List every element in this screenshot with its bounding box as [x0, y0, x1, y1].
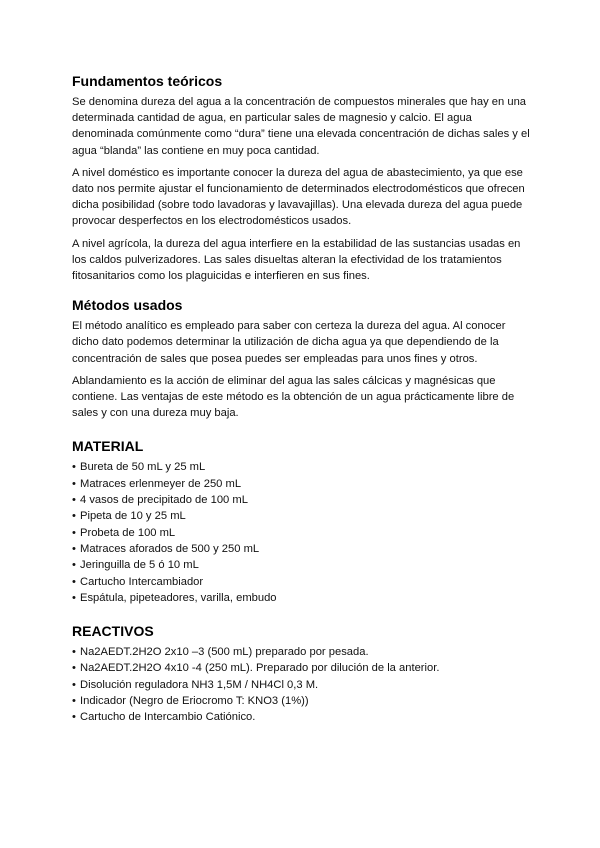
material-item: • Espátula, pipeteadores, varilla, embudo [72, 590, 532, 606]
material-list [72, 459, 532, 606]
fundamentos-heading: Fundamentos teóricos [72, 73, 223, 89]
metodos-section [72, 296, 532, 421]
metodos-heading: Métodos usados [72, 297, 183, 314]
reactivos-section [72, 622, 532, 725]
material-item: • Cartucho Intercambiador [72, 574, 532, 590]
metodos-paragraph: Ablandamiento es la acción de eliminar del agua las sales cálcicas y magnésicas que contiene. Las ventajas de este método es la obtención de un agua prácticamente libre de sales y con una dureza muy baja. [72, 374, 515, 420]
reactivos-list [72, 644, 532, 725]
reactivo-item: • Na2AEDT.2H2O 2x10 –3 (500 mL) preparado por pesada. [72, 644, 532, 660]
document-page [72, 72, 532, 742]
material-item: • Bureta de 50 mL y 25 mL [72, 459, 532, 475]
reactivo-item: • Na2AEDT.2H2O 4x10 -4 (250 mL). Preparado por dilución de la anterior. [72, 660, 532, 676]
reactivo-item: • Disolución reguladora NH3 1,5M / NH4Cl 0,3 M. [72, 677, 532, 693]
material-item: • 4 vasos de precipitado de 100 mL [72, 492, 532, 508]
material-section [72, 437, 532, 606]
reactivos-heading: REACTIVOS [72, 623, 154, 640]
material-item: • Probeta de 100 mL [72, 525, 532, 541]
material-item: • Matraces erlenmeyer de 250 mL [72, 476, 532, 492]
material-item: • Pipeta de 10 y 25 mL [72, 508, 532, 524]
material-item: • Matraces aforados de 500 y 250 mL [72, 541, 532, 557]
reactivo-item: • Indicador (Negro de Eriocromo T: KNO3 (1%)) [72, 693, 532, 709]
material-item: • Jeringuilla de 5 ó 10 mL [72, 557, 532, 573]
fundamentos-paragraph: A nivel agrícola, la dureza del agua interfiere en la estabilidad de las sustancias usadas en los caldos pulverizadores. Las sales disueltas alteran la efectividad de los tratamientos fitosanitarios como los plaguicidas e interfieren en sus fines. [72, 237, 521, 283]
metodos-paragraph: El método analítico es empleado para saber con certeza la dureza del agua. Al conocer dicho dato podemos determinar la utilización de dicha agua ya que dependiendo de la concentración de sales que posea puedes ser empleadas para unos fines y otros. [72, 320, 506, 365]
reactivo-item: • Cartucho de Intercambio Catiónico. [72, 709, 532, 725]
fundamentos-paragraph: Se denomina dureza del agua a la concentración de compuestos minerales que hay en una determinada cantidad de agua, en particular sales de magnesio y calcio. El agua denominada comúnmente como “dura” tiene una elevada concentración de dichas sales y el agua “blanda” las contiene en muy poca cantidad. [72, 96, 530, 157]
material-heading: MATERIAL [72, 438, 144, 455]
fundamentos-paragraph: A nivel doméstico es importante conocer la dureza del agua de abastecimiento, ya que ese dato nos permite ajustar el funcionamiento de determinados electrodomésticos que ofrecen dicha posibilidad (sobre todo lavadoras y lavavajillas). Una elevada dureza del agua puede provocar desperfectos en los electrodomésticos usados. [72, 166, 525, 228]
fundamentos-section [72, 72, 532, 284]
